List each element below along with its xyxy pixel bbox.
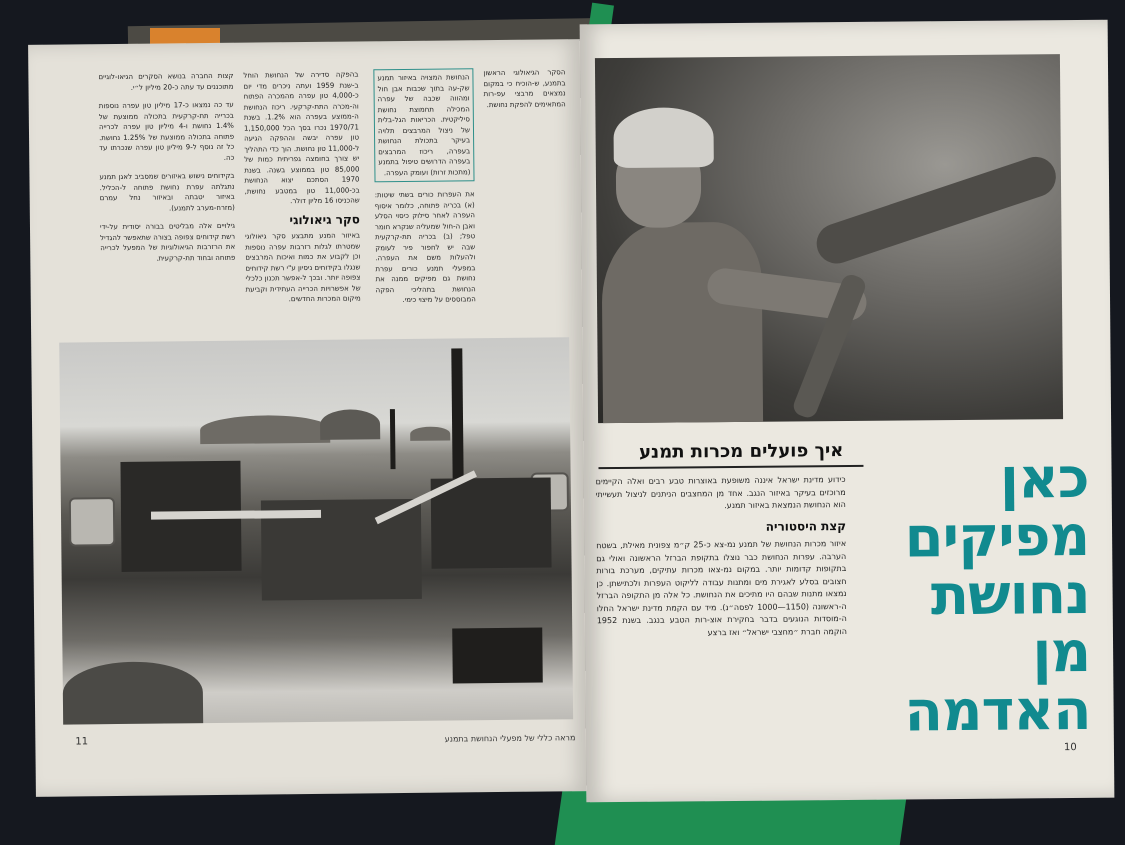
headline-line: נחושת [930,561,1090,629]
page-number: 10 [1063,742,1077,754]
paragraph: את העפרות כורים בשתי שיטות: (א) בכריה פתוחה, כלומר איסוף העפרה לאחר סילוק כיסוי הסלע ואבן ה-חול שמעליה שנקרא חומר טפל; (ב) בכריה תת-קרקעית שבה יש לחפור פיר לעומק ולהעלות משם את העפרה. במפעלי תמנע כורים עפרת נחושת גם מפיקים ממנה את הנחושת בתהליכי הפקה המבוססים על מיצוי כימי. [374,190,476,305]
title-rule [598,465,863,469]
paragraph: גילויים אלה מבליטים בבורה יסודית על-ידי רשת קידוחים צפופה בצורה שתאפשר להגדיל את הרזרבות הגיאולוגיות של המפעל לכרייה פתוחה ובחוד תת-קרקעית. [99,221,236,263]
left-column-2 [373,68,476,339]
headline-line: מן [1032,619,1091,686]
paragraph: באיזור המנע מתבצע סקר גיאולוגי שמטרתו לגלות רזרבות עפרה נוספות וכן לקבוע את כמות ואיכות המרבצים שנגלו בקידוחים ניסיון ע"י רשת קידוחים צפופה יותר. ובכך ל-אפשר תכנון כלכלי של אפשרויות הכרייה העתידית וקביעת מיקום המכרות החדשים. [245,231,361,304]
left-column-3 [243,69,361,304]
section-heading-geology: סקר גיאולוגי [289,211,360,227]
paragraph: איזור מכרות הנחושת של תמנע נמ-צא כ-25 ק״מ צפונית מאילת, בשטח הערבה. עפרות הנחושת כבר נוצלו בתקופת הברזל הראשונה ואולי גם בתקופות קדומות יותר. במקום נמ-צאו מכרות עתיקים, מערכת בורות חצובים בסלע לאגירת מים ומתנות עבודה לליקוט העפרות ולכתישתן. כן נמצאו מתנות שבהם היו מתיכים את הנחושת. כל אלה מן התקופה הברזל ה-ראשונה (1150—1000 לפסה״נ). מיד עם הקמת מדינת ישראל החלו ה-מוסדות הנוגעים בדבר בחקירת אוצ-רות הטבע בנגב. בשנת 1952 הוקמה חברת ״מחצבי ישראל״ ואז ברצע [596,539,847,637]
paragraph: קצות החברה בנושא הסקרים הגיאו-לוגיים מתוכננים עד עתה כ-20 מיליון ל״י. [98,71,234,92]
left-page [28,39,588,797]
paragraph: בקידוחים נישוש באיזורים שמסביב לאגן תמנע נתגלתה עפרת נחושת פתוחה ל-הכליל. באיזור יטבתה ובאיזור נחל עמרם (מזרח-מערב לתמנע). [99,171,235,212]
section-heading-history: קצת היסטוריה [765,518,847,534]
page-number: 11 [75,736,89,748]
paragraph: עד כה נמצאו כ-17 מיליון טון עפרה נוספות בכרייה תת-קרקעית בתכולה ממוצעת של 1.4% נחושת ו-4 מיליון טון עפרה לכרייה פתוחה בתכולה ממוצעת של 1.25% נחושת. כל זה נוסף ל-9 מיליון טון עפרה שנכרתו עד כה. [98,100,235,162]
miner-drilling-photo [595,54,1063,423]
paragraph: בהפקה סדירה של הנחושת הוחל ב-שנת 1959 ועתה ניכרים מדי יום כ-4,000 טון עפרה מהמכרה הפתוח וה-מכרה התת-קרקעי. ריכוז הנחושת ה-ממוצע בעפרה הוא 1.2%. בשנת 1970/71 נכרו בסך הכל 1,150,000 טון עפרה יבשה וההפקה הגיעה ל-11,000 טון נחושת. הוך כדי התהליך יש צורך בחומצה גפריתית כמות של 85,000 טון בממוצע בשנה. בשנת 1970 הסתכם יצוא הנחושת בכ-11,000 טון במטבע נחושת, שהכניסו 16 מליון דולר. [243,70,360,206]
article-title: איך פועלים מכרות תמנע [638,440,844,463]
right-column [596,474,849,776]
left-column-1 [483,67,566,193]
headline [853,445,1091,745]
photo-caption: מראה כללי של מפעלי הנחושת בתמנע [444,733,576,744]
headline-line: כאן [999,445,1089,512]
highlight-box: הנחושת המצויה באיזור תמנע שק-עה בתוך שכבות אבן חול ומהווה שכבה של עפרה המכילה תחמוצת נחושת סיליקטית. הכריאות הגל-בלית של ניצול המרבצים תלויה בעיקר בתכולת הנחושת בעפרה, ריכוז המרבצים בעפרה הדרושים טיפול בתמנע (מתכות זרות) ועומק העפרה. [373,68,474,182]
headline-line: האדמה [904,677,1091,745]
headline-line: מפיקים [904,503,1090,571]
paragraph: כידוע מדינת ישראל איננה משופעת באוצרות טבע רבים ואלה הקיימים מרוכזים בעיקר באיזור הנגב. אחד מן המחצבים הניתנים לניצול תעשייתי הוא הנחושת הנמצאת באיזור תמנע. [595,475,846,511]
right-page [580,20,1115,803]
copper-plant-photo [59,337,573,724]
paragraph: הסקר הגיאולוגי הראשון בתמנע, ש-הוכיח כי במקום נמצאים מרבצי עפ-רות המתאימים להפקת נחושת. [483,68,566,109]
left-column-4 [98,71,236,342]
